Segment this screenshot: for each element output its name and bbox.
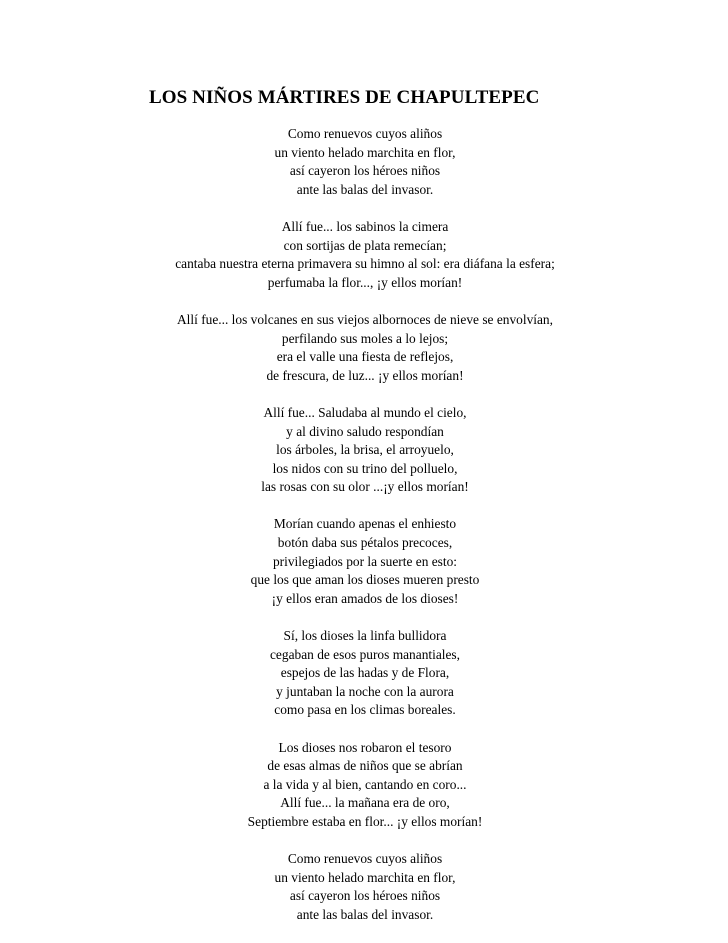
stanza-5	[140, 515, 590, 608]
poem-line: cegaban de esos puros manantiales,	[269, 646, 460, 662]
poem-line: era el valle una fiesta de reflejos,	[276, 349, 454, 365]
poem-line: Como renuevos cuyos aliños	[287, 851, 443, 867]
poem-line: espejos de las hadas y de Flora,	[280, 665, 450, 681]
poem-line: Sí, los dioses la linfa bullidora	[283, 628, 447, 644]
poem-line: Como renuevos cuyos aliños	[287, 126, 443, 141]
poem-line: con sortijas de plata remecían;	[283, 237, 447, 253]
stanza-6	[140, 627, 590, 720]
poem-line: de frescura, de luz... ¡y ellos morían!	[266, 367, 464, 383]
poem-line: Morían cuando apenas el enhiesto	[273, 516, 457, 532]
poem-line: Allí fue... los sabinos la cimera	[281, 218, 449, 234]
poem-line: ¡y ellos eran amados de los dioses!	[271, 590, 459, 606]
poem-line: los árboles, la brisa, el arroyuelo,	[276, 442, 454, 458]
poem-title: LOS NIÑOS MÁRTIRES DE CHAPULTEPEC	[149, 87, 540, 108]
poem-line: un viento helado marchita en flor,	[274, 144, 456, 160]
poem-line: de esas almas de niños que se abrían	[267, 758, 463, 774]
poem-line: las rosas con su olor ...¡y ellos morían!	[261, 479, 469, 495]
stanza-7	[140, 739, 590, 832]
stanza-4	[140, 404, 590, 497]
poem-body	[140, 125, 590, 943]
poem-line: los nidos con su trino del polluelo,	[272, 460, 458, 476]
poem-line: como pasa en los climas boreales.	[274, 702, 456, 718]
poem-line: perfumaba la flor..., ¡y ellos morían!	[267, 274, 463, 290]
poem-line: que los que aman los dioses mueren presto	[250, 572, 480, 588]
stanza-1	[140, 125, 590, 199]
poem-line: Allí fue... la mañana era de oro,	[280, 795, 450, 811]
poem-line: Los dioses nos robaron el tesoro	[278, 739, 452, 755]
poem-line: así cayeron los héroes niños	[289, 888, 441, 904]
stanza-8	[140, 850, 590, 924]
stanza-2	[140, 218, 590, 292]
poem-line: así cayeron los héroes niños	[289, 163, 441, 179]
stanza-3	[140, 311, 590, 385]
poem-line: a la vida y al bien, cantando en coro...	[263, 776, 467, 792]
poem-line: y juntaban la noche con la aurora	[276, 683, 454, 699]
poem-line: privilegiados por la suerte en esto:	[272, 553, 458, 569]
poem-line: Septiembre estaba en flor... ¡y ellos morían!	[247, 813, 483, 829]
poem-line: Allí fue... los volcanes en sus viejos albornoces de nieve se envolvían,	[177, 311, 553, 327]
poem-line: perfilando sus moles a lo lejos;	[281, 330, 449, 346]
poem-line: un viento helado marchita en flor,	[274, 869, 456, 885]
poem-line: ante las balas del invasor.	[296, 181, 434, 197]
poem-line: botón daba sus pétalos precoces,	[277, 535, 453, 551]
poem-line: cantaba nuestra eterna primavera su himno al sol: era diáfana la esfera;	[175, 256, 555, 272]
poem-line: ante las balas del invasor.	[296, 906, 434, 922]
poem-line: Allí fue... Saludaba al mundo el cielo,	[263, 404, 467, 420]
poem-line: y al divino saludo respondían	[286, 423, 444, 439]
